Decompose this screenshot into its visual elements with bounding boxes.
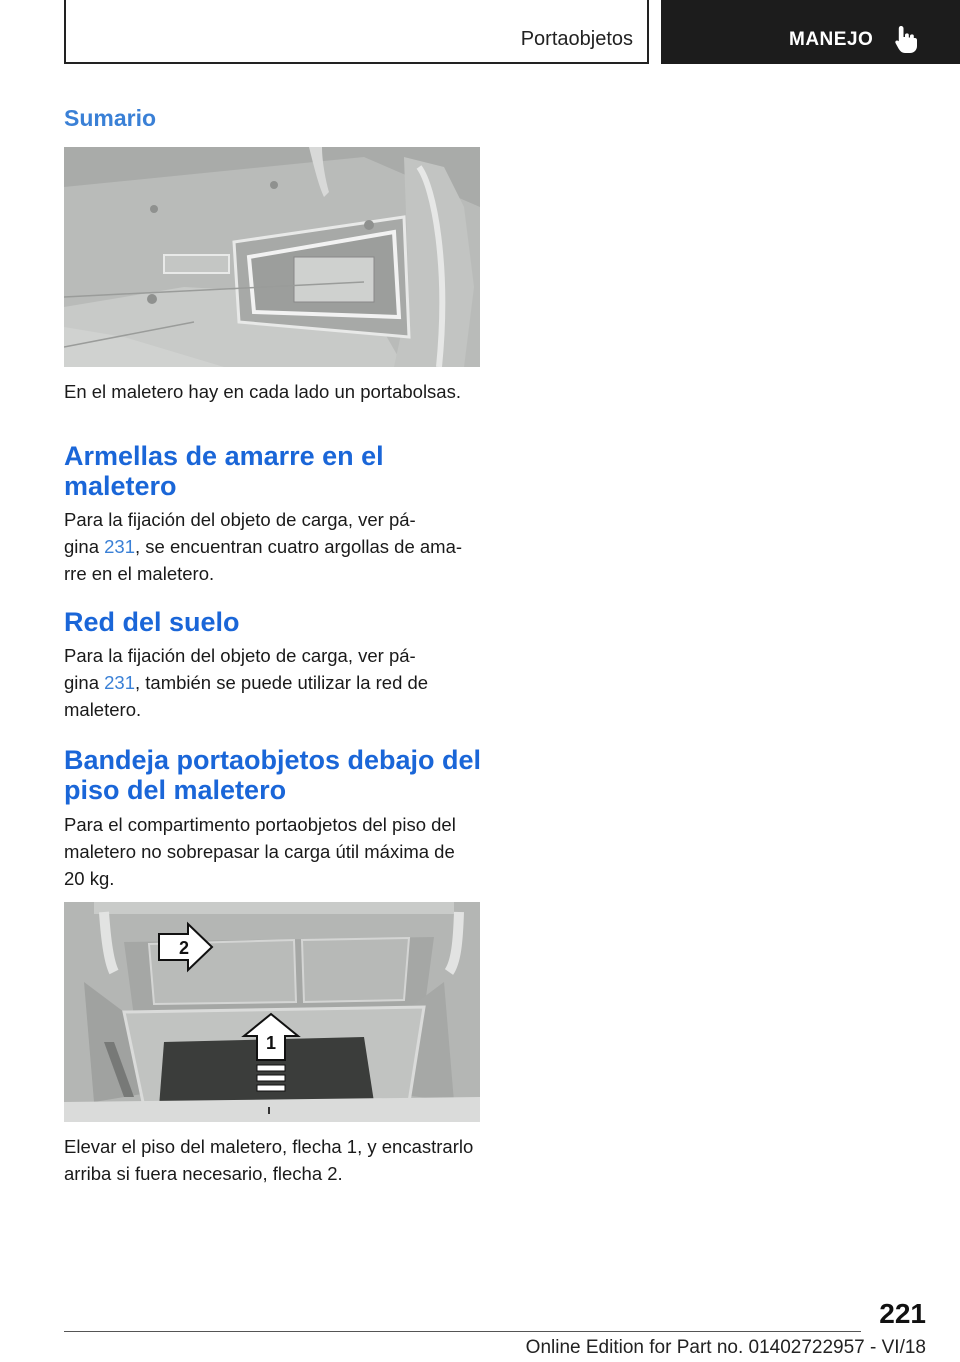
paragraph-armellas xyxy=(64,506,494,587)
arrow-1-label: 1 xyxy=(265,1033,277,1053)
text-fragment: gina xyxy=(64,536,105,557)
arrow-2-label: 2 xyxy=(178,938,190,958)
footer-edition: Online Edition for Part no. 01402722957 - VI/18 xyxy=(525,1337,926,1358)
text-line: Para la fijación del objeto de carga, ver pá‐ xyxy=(64,645,416,666)
page-number: 221 xyxy=(879,1298,926,1329)
heading-armellas-line1: Armellas de amarre en el xyxy=(64,441,384,471)
header-section-title: Portaobjetos xyxy=(520,28,633,50)
paragraph-elevar xyxy=(64,1133,504,1187)
text-line: maletero. xyxy=(64,699,142,720)
text-line: maletero no sobrepasar la carga útil máxima de xyxy=(64,841,455,862)
footer-divider xyxy=(64,1331,861,1332)
paragraph-red-del-suelo xyxy=(64,642,494,723)
text-line: Para la fijación del objeto de carga, ver pá‐ xyxy=(64,509,416,530)
page-link-231[interactable]: 231 xyxy=(104,536,135,557)
paragraph-bandeja xyxy=(64,811,494,892)
heading-bandeja-line1: Bandeja portaobjetos debajo del xyxy=(64,745,482,775)
text-line: arriba si fuera necesario, flecha 2. xyxy=(64,1163,343,1184)
hand-pointer-icon xyxy=(893,24,921,54)
trunk-floor-lift-illustration xyxy=(64,902,480,1122)
trunk-side-bag-holder-illustration xyxy=(64,147,480,367)
header-section-tab xyxy=(64,0,649,64)
sumario-caption: En el maletero hay en cada lado un portabolsas. xyxy=(64,381,461,402)
header-chapter-title: MANEJO xyxy=(789,29,874,50)
heading-armellas-line2: maletero xyxy=(64,471,177,501)
text-fragment: , se encuentran cuatro argollas de ama‐ xyxy=(135,536,463,557)
text-line: Elevar el piso del maletero, flecha 1, y encastrarlo xyxy=(64,1136,474,1157)
heading-bandeja xyxy=(64,745,494,805)
text-line: Para el compartimento portaobjetos del piso del xyxy=(64,814,456,835)
text-fragment: , también se puede utilizar la red de xyxy=(135,672,429,693)
text-line: rre en el maletero. xyxy=(64,563,215,584)
header-chapter-tab xyxy=(661,0,960,64)
heading-armellas xyxy=(64,441,484,501)
page-link-231[interactable]: 231 xyxy=(104,672,135,693)
text-fragment: gina xyxy=(64,672,105,693)
heading-red-del-suelo: Red del suelo xyxy=(64,607,240,637)
heading-bandeja-line2: piso del maletero xyxy=(64,775,287,805)
heading-sumario: Sumario xyxy=(64,105,157,131)
text-line: 20 kg. xyxy=(64,868,115,889)
